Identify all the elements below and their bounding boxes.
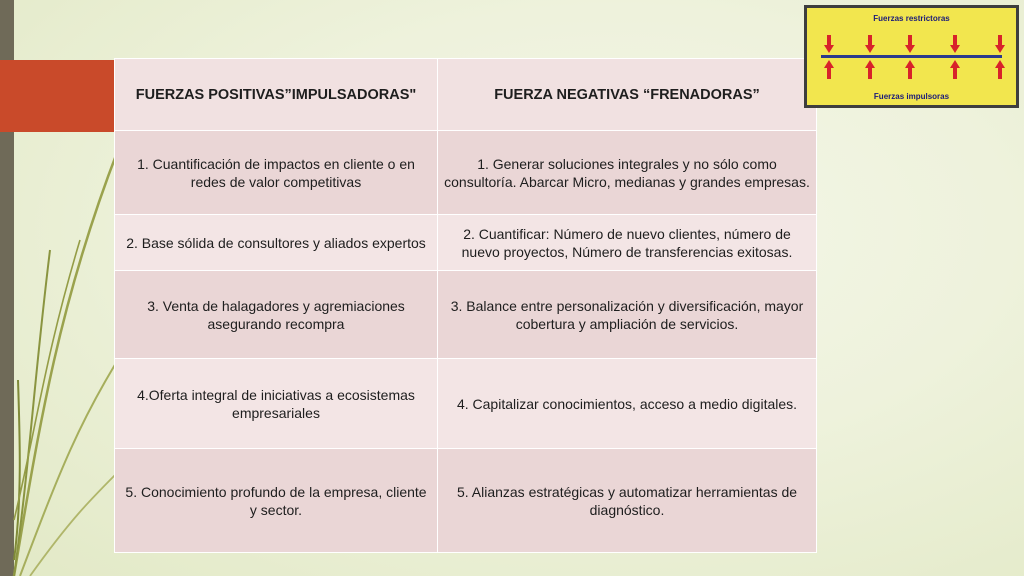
restraining-arrow-icon <box>950 35 960 53</box>
driving-arrow-icon <box>950 60 960 79</box>
force-arrows <box>807 8 1016 105</box>
header-positive-forces: FUERZAS POSITIVAS”IMPULSADORAS" <box>115 59 438 131</box>
table-row <box>115 449 817 553</box>
header-negative-forces: FUERZA NEGATIVAS “FRENADORAS” <box>438 59 817 131</box>
driving-arrow-icon <box>824 60 834 79</box>
negative-force-cell: 1. Generar soluciones integrales y no sólo como consultoría. Abarcar Micro, medianas y grandes empresas. <box>438 131 817 215</box>
restraining-arrow-icon <box>995 35 1005 53</box>
restraining-arrow-icon <box>865 35 875 53</box>
restraining-arrow-icon <box>824 35 834 53</box>
table-row <box>115 359 817 449</box>
driving-arrow-icon <box>865 60 875 79</box>
table-row <box>115 271 817 359</box>
positive-force-cell: 1. Cuantificación de impactos en cliente o en redes de valor competitivas <box>115 131 438 215</box>
driving-arrow-icon <box>995 60 1005 79</box>
forces-table <box>114 58 817 553</box>
negative-force-cell: 3. Balance entre personalización y diversificación, mayor cobertura y ampliación de servicios. <box>438 271 817 359</box>
negative-force-cell: 5. Alianzas estratégicas y automatizar herramientas de diagnóstico. <box>438 449 817 553</box>
restraining-forces-label: Fuerzas restrictoras <box>873 14 950 23</box>
table-row <box>115 215 817 271</box>
negative-force-cell: 4. Capitalizar conocimientos, acceso a medio digitales. <box>438 359 817 449</box>
negative-force-cell: 2. Cuantificar: Número de nuevo clientes, número de nuevo proyectos, Número de transferencias exitosas. <box>438 215 817 271</box>
driving-arrow-icon <box>905 60 915 79</box>
driving-forces-label: Fuerzas impulsoras <box>873 92 950 101</box>
table-header-row <box>115 59 817 131</box>
positive-force-cell: 3. Venta de halagadores y agremiaciones asegurando recompra <box>115 271 438 359</box>
diagram-panel <box>807 8 1016 105</box>
table-row <box>115 131 817 215</box>
positive-force-cell: 4.Oferta integral de iniciativas a ecosistemas empresariales <box>115 359 438 449</box>
positive-force-cell: 5. Conocimiento profundo de la empresa, cliente y sector. <box>115 449 438 553</box>
force-field-diagram <box>804 5 1019 108</box>
accent-block <box>0 60 114 132</box>
positive-force-cell: 2. Base sólida de consultores y aliados expertos <box>115 215 438 271</box>
restraining-arrow-icon <box>905 35 915 53</box>
